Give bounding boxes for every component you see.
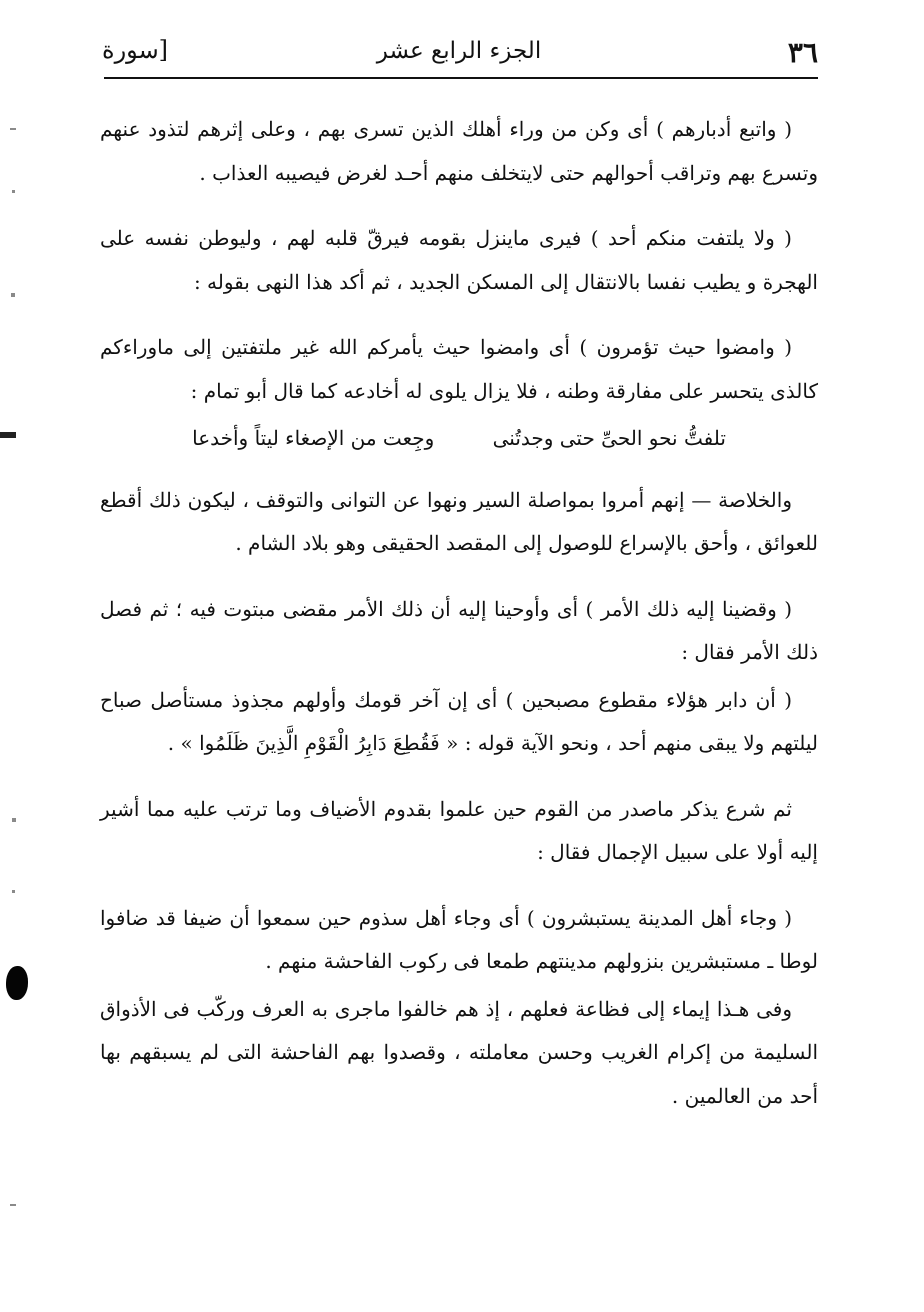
scan-speck	[12, 190, 15, 193]
scan-speck	[12, 890, 15, 893]
verse-second-hemistich: وجِعت من الإصغاء ليتاً وأخدعا	[192, 426, 435, 450]
body-text	[100, 108, 818, 1140]
paragraph: ( واتبع أدبارهم ) أى وكن من وراء أهلك الذين تسرى بهم ، وعلى إثرهم لتذود عنهم وتسرع بهم وتراقب أحوالهم حتى لايتخلف منهم أحـد لغرض فيصيبه العذاب .	[100, 117, 818, 185]
paragraph: ( ولا يلتفت منكم أحد ) فيرى ماينزل بقومه فيرقّ قلبه لهم ، وليوطن نفسه على الهجرة و يطيب نفسا بالانتقال إلى المسكن الجديد ، ثم أكد هذا النهى بقوله :	[100, 226, 818, 294]
scan-speck	[10, 128, 16, 130]
verse-first-hemistich: تلفتُّ نحو الحىِّ حتى وجدتُنى	[492, 426, 726, 450]
scan-dash-mark	[0, 432, 16, 438]
scan-speck	[11, 293, 15, 297]
scan-speck	[12, 818, 16, 822]
running-header	[100, 34, 818, 78]
scan-speck	[10, 1204, 16, 1206]
page-number: ٣٦	[787, 36, 818, 69]
paragraph: ( وقضينا إليه ذلك الأمر ) أى وأوحينا إليه أن ذلك الأمر مقضى مبتوت فيه ؛ ثم فصل ذلك الأمر فقال :	[100, 596, 818, 664]
paragraph: وفى هـذا إيماء إلى فظاعة فعلهم ، إذ هم خالفوا ماجرى به العرف وركّب فى الأذواق السليمة من إكرام الغريب وحسن معاملته ، وقصدوا بهم الفاحشة التى لم يسبقهم بها أحد من العالمين .	[100, 996, 818, 1108]
paragraph: ثم شرع يذكر ماصدر من القوم حين علموا بقدوم الأضياف وما ترتب عليه مما أشير إليه أولا على سبيل الإجمال فقال :	[100, 796, 818, 864]
paragraph: ( وامضوا حيث تؤمرون ) أى وامضوا حيث يأمركم الله غير ملتفتين إلى ماوراءكم كالذى يتحسر على مفارقة وطنه ، فلا يزال يلوى له أخادعه كما قال أبو تمام :	[100, 335, 818, 403]
ink-blot	[6, 966, 28, 1000]
running-title: الجزء الرابع عشر	[376, 38, 542, 64]
paragraph: والخلاصة — إنهم أمروا بمواصلة السير ونهوا عن التوانى والتوقف ، ليكون ذلك أقطع للعوائق ، وأحق بالإسراع للوصول إلى المقصد الحقيقى وهو بلاد الشام .	[100, 487, 818, 555]
surah-label: [سورة	[102, 36, 169, 64]
paragraph: ( وجاء أهل المدينة يستبشرون ) أى وجاء أهل سذوم حين سمعوا أن ضيفا قد ضافوا لوطا ـ مستبشرين بنزولهم مدينتهم طمعا فى ركوب الفاحشة منهم .	[100, 905, 818, 973]
poetry-verse	[100, 417, 818, 461]
paragraph: ( أن دابر هؤلاء مقطوع مصبحين ) أى إن آخر قومك وأولهم مجذوذ مستأصل صباح ليلتهم ولا يبقى منهم أحد ، ونحو الآية قوله : « فَقُطِعَ دَابِرُ الْقَوْمِ الَّذِينَ ظَلَمُوا » .	[100, 687, 818, 755]
header-rule	[104, 77, 818, 79]
